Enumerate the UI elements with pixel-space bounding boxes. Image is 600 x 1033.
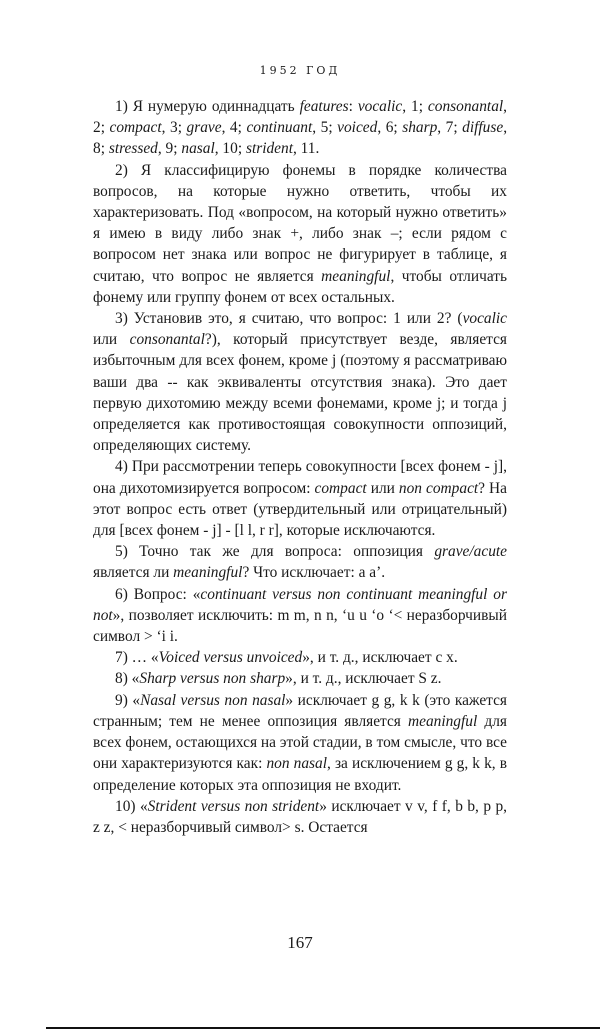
paragraph — [93, 96, 507, 160]
text-run: 10) « — [115, 797, 148, 815]
text-run: ? Что исключает: a a’. — [242, 564, 386, 582]
paragraph — [93, 647, 507, 668]
italic-term: consonantal — [427, 98, 504, 115]
paragraph — [93, 584, 507, 648]
italic-term: vocalic — [462, 310, 507, 328]
text-run: , 10; — [214, 140, 246, 158]
text-run: или — [366, 479, 399, 497]
italic-term: meaningful — [321, 267, 391, 285]
text-run: , чтобы отличать фонему или группу фонем от всех остальных. — [93, 267, 507, 306]
italic-term: nasal — [181, 140, 215, 158]
italic-term: Nasal versus non nasal — [140, 691, 286, 709]
italic-term: meaningful — [173, 564, 243, 582]
text-run: или — [93, 331, 130, 349]
paragraph — [93, 541, 507, 583]
italic-term: stressed — [108, 140, 158, 158]
paragraph — [93, 668, 507, 689]
text-run: 1) Я нумерую одиннадцать — [115, 98, 300, 115]
text-run: », позволяет исключить: m m, n n, ‘u u ‘o ‘< неразборчивый символ > ‘i i. — [93, 606, 507, 646]
italic-term: Strident versus non strident — [147, 797, 320, 815]
text-run: , 4; — [221, 119, 247, 137]
paragraph — [93, 160, 507, 308]
text-run: является ли — [93, 564, 174, 582]
text-run: ?), который присутствует везде, является избыточным для всех фонем, кроме j (поэтому я рассматриваю ваши два -- как эквиваленты отсутствия знака). Это дает первую дихотомию между всеми фонемами, кроме j; и тогда j определяется как противостоящая совокупности оппозиций, определяющих систему. — [93, 331, 507, 455]
text-run: , 11. — [292, 140, 320, 158]
text-run: , 1; — [402, 98, 428, 115]
italic-term: non nasal — [266, 755, 328, 773]
italic-term: sharp — [402, 119, 438, 137]
italic-term: compact — [314, 479, 367, 497]
text-run: », и т. д., исключает S z. — [285, 670, 442, 688]
italic-term: Sharp versus non sharp — [139, 670, 286, 688]
text-run: 6) Вопрос: « — [115, 585, 201, 603]
italic-term: diffuse — [462, 119, 504, 137]
text-run: 3) Установив это, я считаю, что вопрос: 1 или 2? ( — [115, 310, 463, 328]
text-run: ? На этот вопрос есть ответ (утвердительный или отрицательный) для [всех фонем - j] - [l l, r r], которые исключаются. — [93, 479, 507, 540]
text-run: 9) « — [115, 691, 141, 709]
paragraph — [93, 308, 507, 456]
text-run: , 9; — [157, 140, 182, 158]
text-run: , 5; — [312, 119, 338, 137]
text-run: , за исключением g g, k k, в определение которых эта оппозиция не входит. — [93, 755, 507, 794]
footer-rule — [46, 1027, 600, 1029]
italic-term: strident — [245, 140, 293, 158]
text-run: 4) При рассмотрении теперь совокупности [всех фонем - j], она дихотомизируется вопросом: — [93, 458, 507, 497]
text-run: , 3; — [161, 119, 187, 137]
paragraph — [93, 690, 507, 796]
italic-term: features — [299, 98, 349, 115]
text-run: : — [348, 98, 358, 115]
italic-term: consonantal — [129, 331, 205, 349]
italic-term: compact — [109, 119, 162, 137]
page-number: 167 — [287, 933, 313, 952]
text-run: , 6; — [377, 119, 403, 137]
italic-term: non compact — [398, 479, 479, 497]
italic-term: grave — [186, 119, 222, 137]
text-run: для всех фонем, остающихся на этой стадии, в том смысле, что все они характеризуются как: — [93, 712, 507, 773]
italic-term: voiced — [337, 119, 378, 137]
italic-term: meaningful — [408, 712, 478, 730]
paragraph — [93, 456, 507, 541]
paragraph — [93, 796, 507, 838]
text-run: » исключает g g, k k (это кажется странным; тем не менее оппозиция является — [93, 691, 507, 730]
italic-term: continuant versus non continuant meaningful or not — [93, 585, 507, 624]
text-run: 5) Точно так же для вопроса: оппозиция — [115, 543, 435, 561]
italic-term: vocalic — [357, 98, 403, 115]
text-run: , 7; — [437, 119, 463, 137]
italic-term: grave/acute — [434, 543, 507, 561]
text-run: », и т. д., исключает c x. — [302, 649, 458, 667]
text-run: , 8; — [93, 119, 508, 158]
text-run: , 2; — [93, 98, 508, 137]
text-run: 7) … « — [115, 649, 159, 667]
text-run: 8) « — [115, 670, 140, 688]
body-text — [93, 96, 507, 838]
text-run: 2) Я классифицирую фонемы в порядке количества вопросов, на которые нужно ответить, чтобы их характеризовать. Под «вопросом, на который нужно ответить» я имею в виду либо знак +, либо знак –; если рядом с вопросом нет знака или вопрос не фигурирует в таблице, я считаю, что вопрос не является — [93, 161, 507, 285]
italic-term: continuant — [246, 119, 313, 137]
running-header: 1952 ГОД — [259, 64, 341, 77]
italic-term: Voiced versus unvoiced — [158, 649, 303, 667]
text-run: » исключает v v, f f, b b, p p, z z, < неразборчивый символ> s. Остается — [93, 797, 508, 836]
